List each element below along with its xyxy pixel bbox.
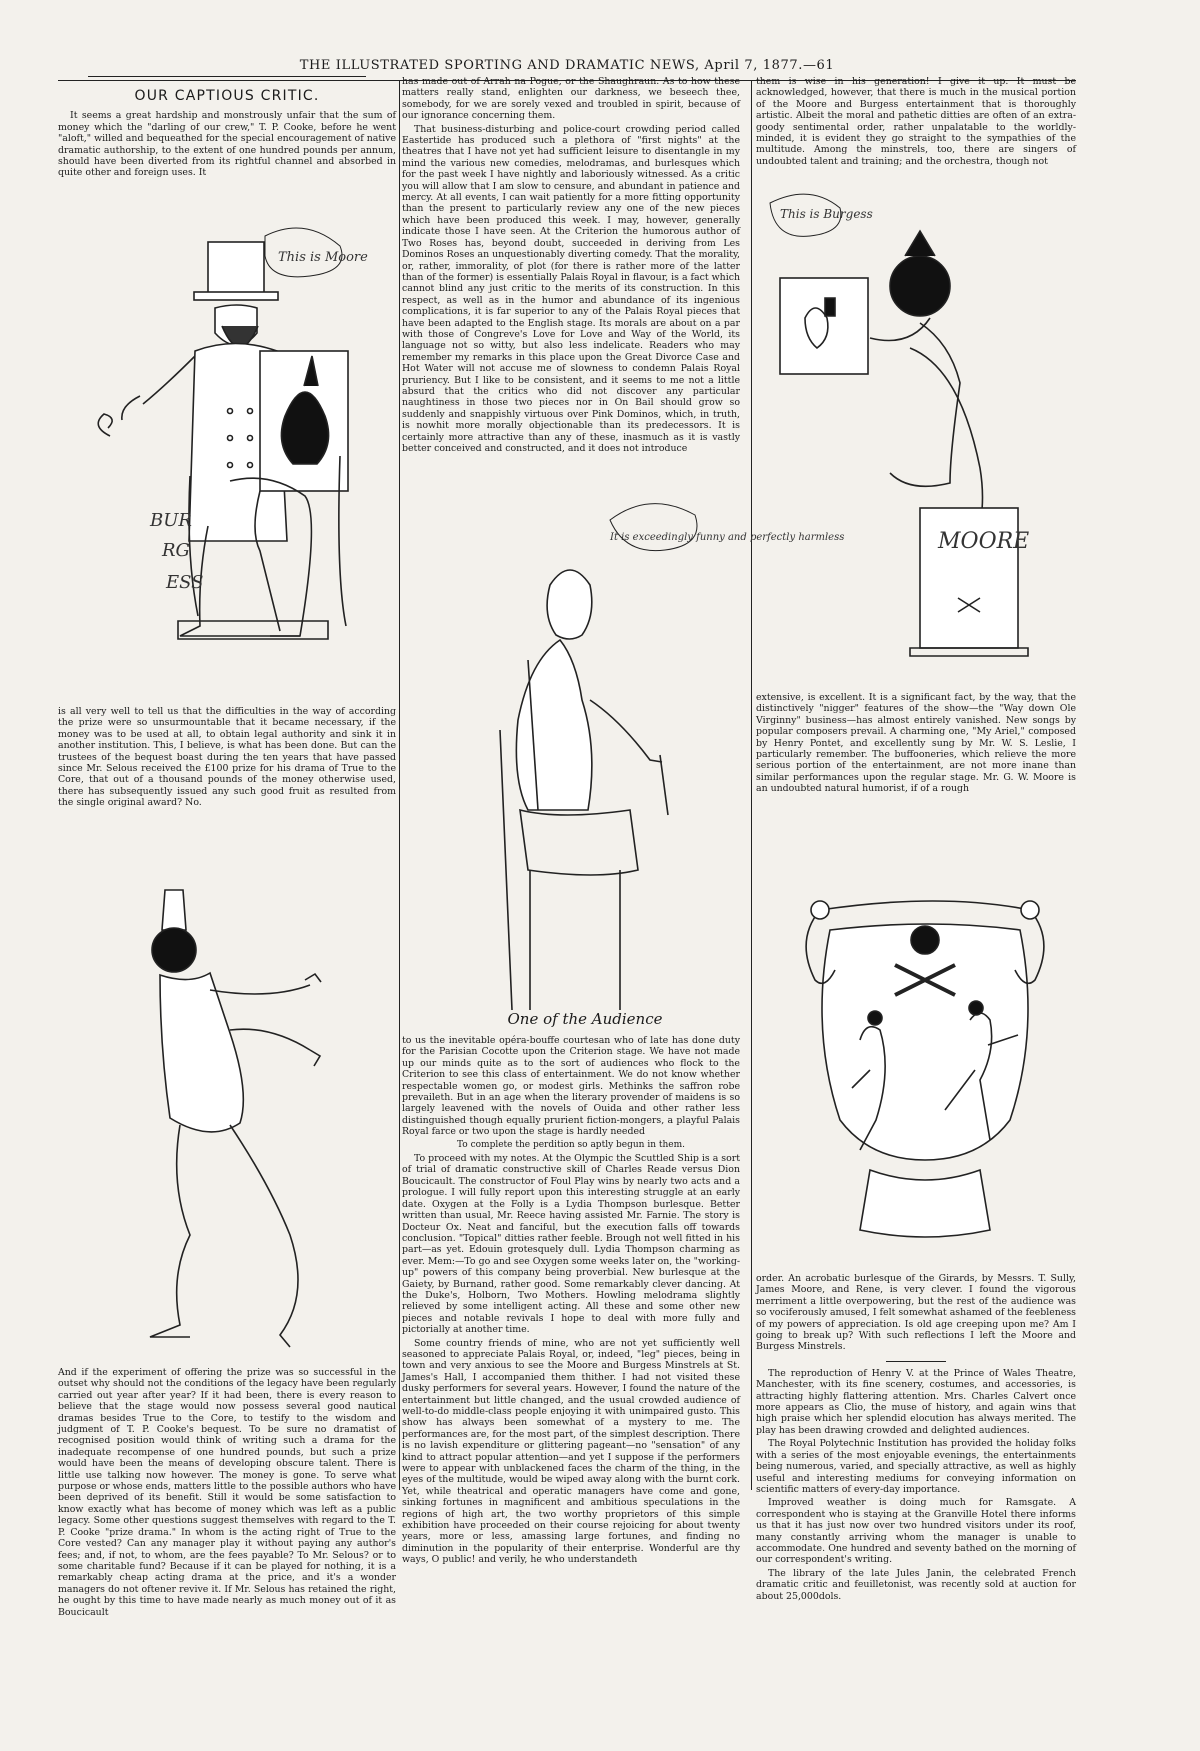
col1-paragraph-1: It seems a great hardship and monstrously unfair that the sum of money which the "darling of our crew," T. P. Cooke, before he went "aloft," willed and bequeathed for the special encouragement of native dramatic authorship, to the extent of one hundred pounds per annum, should have been diverted from its rightful channel and absorbed in quite other and foreign uses. It (58, 110, 396, 179)
illustration-seated-audience-member (460, 530, 845, 1005)
column-3-bottom (756, 1273, 1076, 1604)
fig3-pedestal-text: MOORE (938, 529, 1030, 554)
column-2 (402, 76, 740, 456)
column-3-mid (756, 692, 1076, 797)
col2-paragraph-5: Some country friends of mine, who are not yet sufficiently well seasoned to appreciate Palais Royal, or, indeed, "leg" pieces, being in town and very anxious to see the Moore and Burgess Minstrels at St. James's Hall, I accompanied them thither. I had not visited these dusky performers for several years. However, I found the nature of the entertainment but little changed, and the usual crowded audience of well-to-do middle-class people enjoying it with unimpaired gusto. This show has always been somewhat of a mystery to me. The performances are, for the most part, of the simplest description. There is no lavish expenditure or glittering pageant—no "sensation" of any kind to attract popular attention—and yet I suppose if the performers were to appear with unblackened faces the charm of the thing, in the eyes of the multitude, would be wiped away along with the burnt cork. Yet, while theatrical and operatic managers have come and gone, sinking fortunes in magnificent and ambitious speculations in the regions of high art, the two worthy proprietors of this simple exhibition have proceeded on their course rejoicing for about twenty years, more or less, amassing large fortunes, and finding no diminution in the popularity of their enterprise. Wonderful are thy ways, O public! and verily, he who understandeth (402, 1337, 740, 1566)
col3-paragraph-4: The reproduction of Henry V. at the Prince of Wales Theatre, Manchester, with its fine scenery, costumes, and accessories, is attracting highly flattering attention. Mrs. Charles Calvert once more appears as Clio, the muse of history, and again wins that high praise which her splendid elocution has always merited. The play has been drawing crowded and delighted audiences. (756, 1367, 1076, 1436)
column-2-bottom (402, 1035, 740, 1568)
svg-text:ESS: ESS (166, 572, 204, 593)
col2-paragraph-1: has made out of Arrah na Pogue, or the Shaughraun. As to how these matters really stand, enlighten our darkness, we beseech thee, somebody, for we are sorely vexed and troubled in spirit, because of our ignorance concerning them. (402, 76, 740, 122)
col3-paragraph-1: them is wise in his generation! I give it up. It must be acknowledged, however, that there is much in the musical portion of the Moore and Burgess entertainment that is thoroughly artistic. Albeit the moral and pathetic ditties are often of an extra-goody sentimental order, rather unpalatable to the worldly-minded, it is evident they go straight to the sympathies of the multitude. Among the minstrels, too, there are singers of undoubted talent and training; and the orchestra, though not (756, 76, 1076, 167)
section-divider (886, 1361, 946, 1362)
fig2-caption: One of the Audience (507, 1010, 663, 1028)
column-rule-left (399, 80, 400, 1490)
col1-paragraph-3: And if the experiment of offering the prize was so successful in the outset why should not the conditions of the legacy have been regularly carried out year after year? If it had been, there is every reason to believe that the stage would now possess several good nautical dramas besides True to the Core, to testify to the wisdom and judgment of T. P. Cooke's bequest. To be sure no dramatist of recognised position would think of writing such a drama for the inadequate recompense of one hundred pounds, but such a prize would have been the means of developing obscure talent. There is little use talking now however. The money is gone. To serve what purpose or whose ends, matters little to the possible authors who have been deprived of its benefit. Still it would be some satisfaction to know exactly what has become of money which was left as a public legacy. Some other questions suggest themselves with regard to the T. P. Cooke "prize drama." In whom is the acting right of True to the Core vested? Can any manager play it without paying any author's fees; and, if not, to whom, are the fees payable? To Mr. Selous? or to some charitable fund? Because if it can be played for nothing, it is a remarkably cheap acting drama at the price, and it's a wonder managers do not oftener revive it. If Mr. Selous has retained the right, he ought by this time to have made nearly as much money out of it as Boucicault (58, 1367, 396, 1618)
illustration-man-with-top-hat (80, 226, 380, 656)
fig2-bubble-text: It is exceedingly funny and perfectly harmless (610, 532, 845, 543)
column-1-mid (58, 706, 396, 811)
col3-paragraph-5: The Royal Polytechnic Institution has provided the holiday folks with a series of the most enjoyable evenings, the entertainments being numerous, varied, and specially attractive, as well as highly useful and interesting mediums for conveying information on scientific matters of every-day importance. (756, 1438, 1076, 1495)
col3-paragraph-2: extensive, is excellent. It is a significant fact, by the way, that the distinctively "nigger" features of the show—the "Way down Ole Virginny" business—has almost entirely vanished. New songs by popular composers prevail. A charming one, "My Ariel," composed by Henry Pontet, and excellently sung by Mr. W. S. Leslie, I particularly remember. The buffooneries, which relieve the more serious portion of the entertainment, are not more inane than similar performances upon the regular stage. Mr. G. W. Moore is an undoubted natural humorist, if of a rough (756, 692, 1076, 795)
col3-paragraph-7: The library of the late Jules Janin, the celebrated French dramatic critic and feuilletonist, was recently sold at auction for about 25,000dols. (756, 1567, 1076, 1602)
column-rule-right (751, 80, 752, 1490)
illustration-minstrel-with-portrait (770, 208, 1070, 658)
title-rule (88, 76, 366, 77)
column-3 (756, 76, 1076, 169)
col2-paragraph-4: To proceed with my notes. At the Olympic the Scuttled Ship is a sort of trial of dramatic constructive skill of Charles Reade versus Dion Boucicault. The constructor of Foul Play wins by nearly two acts and a prologue. I will fully report upon this interesting struggle at an early date. Oxygen at the Folly is a Lydia Thompson burlesque. Better written than usual, Mr. Reece having assisted Mr. Farnie. The story is Docteur Ox. Neat and fanciful, but the execution falls off towards conclusion. "Topical" ditties rather feeble. Brough not well fitted in his part—as yet. Edouin grotesquely dull. Lydia Thompson charming as ever. Mem:—To go and see Oxygen some weeks later on, the "working-up" powers of this company being proverbial. New burlesque at the Gaiety, by Burnand, rather good. Some remarkably clever dancing. At the Duke's, Holborn, Two Mothers. Howling melodrama slightly relieved by some intelligent acting. All these and some other new pieces and notable revivals I hope to deal with more fully and pictorially at another time. (402, 1153, 740, 1336)
svg-text:RG: RG (162, 540, 190, 561)
col3-paragraph-6: Improved weather is doing much for Ramsgate. A correspondent who is staying at the Granville Hotel there informs us that it has just now over two hundred visitors under its roof, many constantly arriving whom the manager is unable to accommodate. One hundred and seventy bathed on the morning of our correspondent's writing. (756, 1497, 1076, 1566)
illustration-decorated-vase (800, 870, 1060, 1250)
col3-paragraph-3: order. An acrobatic burlesque of the Girards, by Messrs. T. Sully, James Moore, and Rene, is very clever. I found the vigorous merriment a little overpowering, but the rest of the audience was so vociferously amused, I felt somewhat ashamed of the feebleness of my powers of appreciation. Is old age creeping upon me? Am I going to break up? With such reflections I left the Moore and Burgess Minstrels. (756, 1273, 1076, 1353)
article-title: OUR CAPTIOUS CRITIC. (134, 88, 320, 104)
illustration-minstrel-dancer (90, 880, 360, 1350)
svg-text:BUR: BUR (150, 510, 192, 531)
fig1-bubble-text: This is Moore (278, 250, 368, 265)
page-header: THE ILLUSTRATED SPORTING AND DRAMATIC NEWS, April 7, 1877.—61 (58, 58, 1076, 81)
fig3-bubble-text: This is Burgess (780, 207, 873, 221)
col2-caption: To complete the perdition so aptly begun in them. (457, 1139, 685, 1150)
col1-paragraph-2: is all very well to tell us that the difficulties in the way of according the prize were so unsurmountable that it became necessary, if the money was to be used at all, to obtain legal authority and sink it in another institution. This, I believe, is what has been done. But can the trustees of the bequest boast during the ten years that have passed since Mr. Selous received the £100 prize for his drama of True to the Core, that out of a thousand pounds of the money otherwise used, there has subsequently issued any such good fruit as resulted from the single original award? No. (58, 706, 396, 809)
col2-paragraph-3: to us the inevitable opéra-bouffe courtesan who of late has done duty for the Parisian Cocotte upon the Criterion stage. We have not made up our minds quite as to the sort of audiences who flock to the Criterion to see this class of entertainment. We do not know whether respectable women go, or modest girls. Methinks the saffron robe prevaileth. But in an age when the literary provender of maidens is so largely leavened with the novels of Ouida and other rather less distinguished though equally prurient fiction-mongers, a playful Palais Royal farce or two upon the stage is hardly needed (402, 1035, 740, 1138)
column-1 (58, 76, 396, 181)
column-1-bottom (58, 1367, 396, 1620)
col2-paragraph-2: That business-disturbing and police-court crowding period called Eastertide has produced such a plethora of "first nights" at the theatres that I have not yet had sufficient leisure to disentangle in my mind the various new comedies, melodramas, and burlesques which for the past week I have nightly and laboriously witnessed. As a critic you will allow that I am slow to censure, and abundant in patience and mercy. At all events, I can wait patiently for a more fitting opportunity than the present to particularly review any one of the new pieces which have been produced this week. I may, however, generally indicate those I have seen. At the Criterion the humorous author of Two Roses has, beyond doubt, succeeded in deriving from Les Dominos Roses an unquestionably diverting comedy. That the morality, or, rather, immorality, of plot (for there is rather more of the latter than of the former) is essentially Palais Royal in flavour, is a fact which cannot blind any just critic to the merits of its construction. In this respect, as well as in the humor and abundance of its ingenious complications, it is far superior to any of the Palais Royal pieces that have been adapted to the English stage. Its morals are about on a par with those of Congreve's Love for Love and Way of the World, its language not so witty, but also less indelicate. Readers who may remember my remarks in this place upon the Great Divorce Case and Hot Water will not accuse me of slowness to condemn Palais Royal pruriency. But I like to be consistent, and it seems to me not a little absurd that the critics who did not discover any particular naughtiness in those two pieces nor in On Bail should grow so suddenly and snappishly virtuous over Pink Dominos, which, in truth, is nowhit more morally objectionable than its predecessors. It is certainly more attractive than any of these, inasmuch as it is vastly better conceived and constructed, and it does not introduce (402, 123, 740, 454)
